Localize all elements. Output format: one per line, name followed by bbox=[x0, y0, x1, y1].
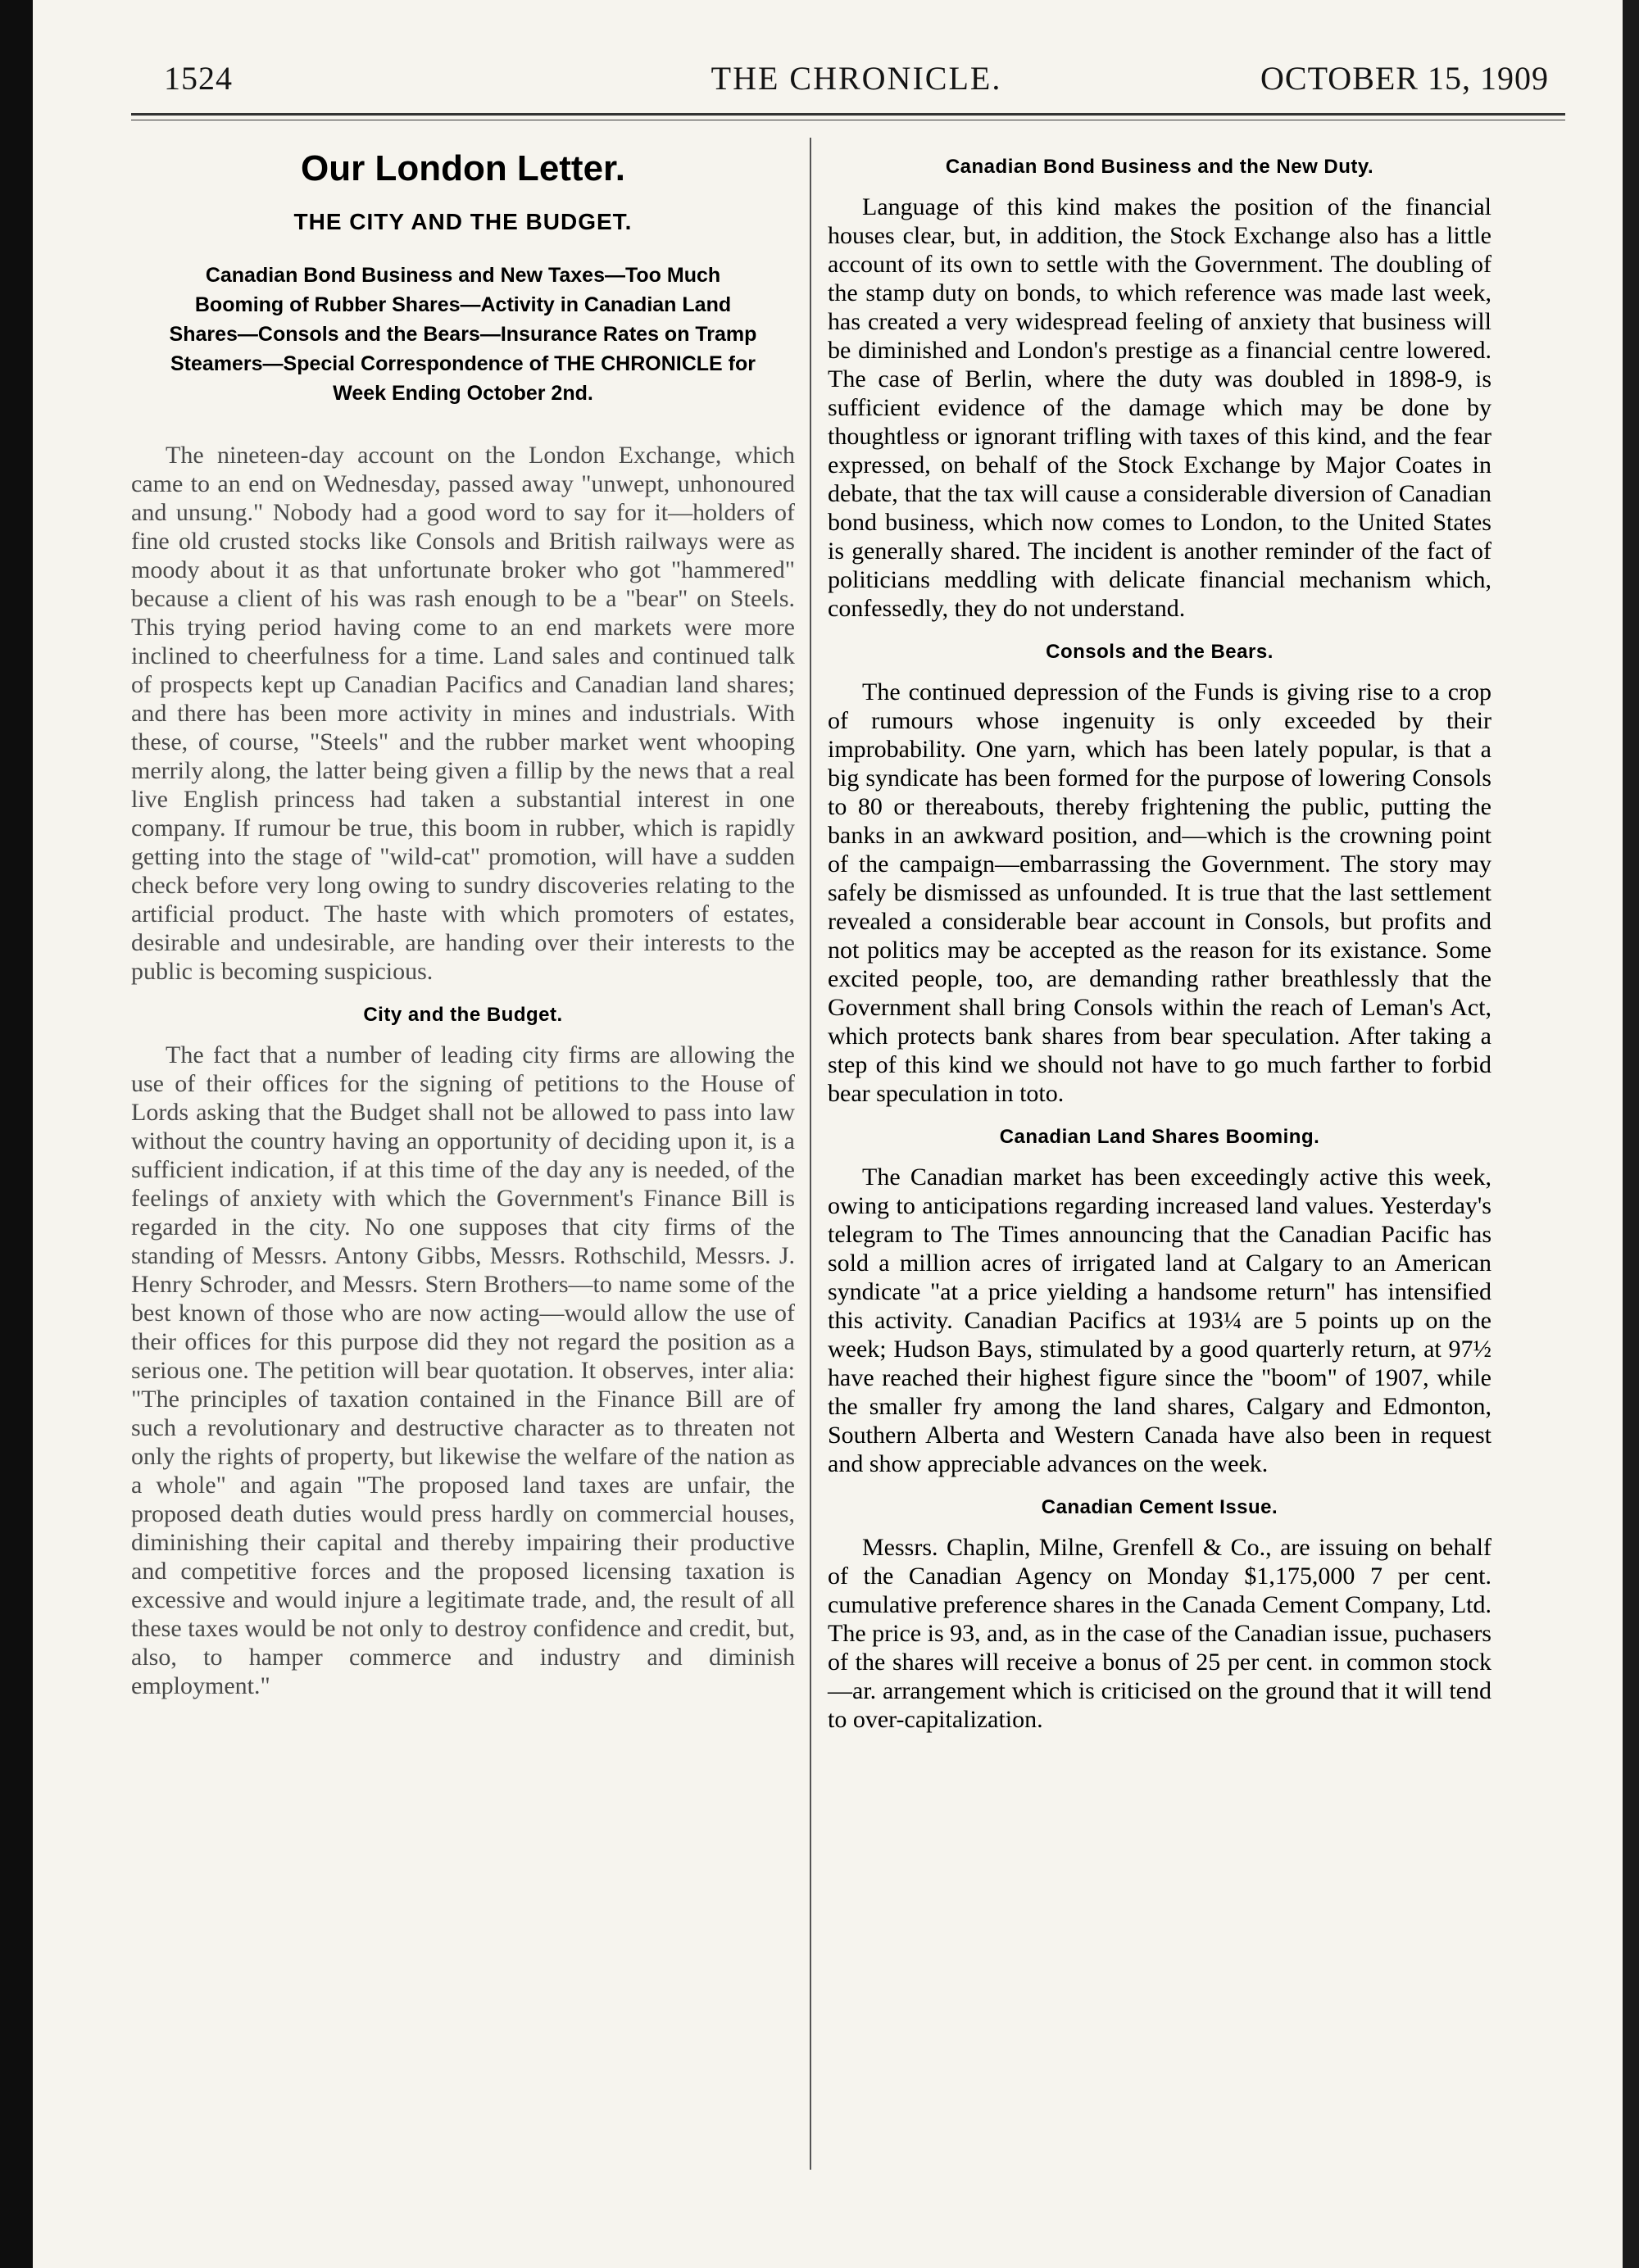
land-paragraph: The Canadian market has been exceedingly active this week, owing to anticipations regarding increased land values. Yesterday's telegram to The Times announcing that the Canadian Pacific has sold a million acres of irrigated land at Calgary to an American syndicate "at a price yielding a handsome return" has intensified this activity. Canadian Pacifics at 193¼ are 5 points up on the week; Hudson Bays, stimulated by a good quarterly return, at 97½ have reached their highest figure since the "boom" of 1907, while the smaller fry among the land shares, Calgary and Edmonton, Southern Alberta and Western Canada have also been in request and show appreciable advances on the week. bbox=[828, 1163, 1491, 1477]
header-rule bbox=[131, 113, 1565, 116]
section-heading-land: Canadian Land Shares Booming. bbox=[999, 1126, 1320, 1148]
publication-title: THE CHRONICLE. bbox=[711, 60, 1002, 97]
scan-edge bbox=[0, 0, 33, 2268]
right-column bbox=[828, 138, 1491, 1744]
cement-paragraph: Messrs. Chaplin, Milne, Grenfell & Co., are issuing on behalf of the Canadian Agency on Monday $1,175,000 7 per cent. cumulative preference shares in the Canada Cement Company, Ltd. The price is 93, and, as in the case of the Canadian issue, puchasers of the shares will receive a bonus of 25 per cent. in common stock—ar. arrangement which is criticised on the ground that it will tend to over-capitalization. bbox=[828, 1534, 1491, 1733]
intro-paragraph: The nineteen-day account on the London Exchange, which came to an end on Wednesday, passed away "unwept, unhonoured and unsung." Nobody had a good word to say for it—holders of fine old crusted stocks like Consols and British railways were as moody about it as that unfortunate broker who got "hammered" because a client of his was rash enough to be a "bear" on Steels. This trying period having come to an end markets were more inclined to cheerfulness for a time. Land sales and continued talk of prospects kept up Canadian Pacifics and Canadian land shares; and there has been more activity in mines and industrials. With these, of course, "Steels" and the rubber market went whooping merrily along, the latter being given a fillip by the news that a real live English princess had taken a substantial interest in one company. If rumour be true, this boom in rubber, which is rapidly getting into the stage of "wild-cat" promotion, will have a sudden check before very long owing to sundry discoveries relating to the artificial product. The haste with which promoters of estates, desirable and undesirable, are handing over their interests to the public is becoming suspicious. bbox=[131, 442, 795, 985]
left-column bbox=[131, 138, 795, 1710]
article-subtitle: THE CITY AND THE BUDGET. bbox=[293, 209, 633, 234]
article-summary: Canadian Bond Business and New Taxes—Too Much Booming of Rubber Shares—Activity in Canadian Land Shares—Consols and the Bears—Insurance Rates on Tramp Steamers—Special Correspondence of THE CHRONICLE for Week Ending October 2nd. bbox=[169, 264, 757, 405]
article-title: Our London Letter. bbox=[301, 148, 625, 188]
bond-paragraph: Language of this kind makes the position of the financial houses clear, but, in addition, the Stock Exchange also has a little account of its own to settle with the Government. The doubling of the stamp duty on bonds, to which reference was made last week, has created a very widespread feeling of anxiety that business will be diminished and London's prestige as a financial centre lowered. The case of Berlin, where the duty was doubled in 1898-9, is sufficient evidence of the damage which may be done by thoughtless or ignorant trifling with taxes of this kind, and the fear expressed, on behalf of the Stock Exchange by Major Coates in debate, that the tax will cause a considerable diversion of Canadian bond business, which now comes to London, to the United States is generally shared. The incident is another reminder of the fact of politicians meddling with delicate financial mechanism which, confessedly, they do not understand. bbox=[828, 193, 1491, 622]
section-heading-budget: City and the Budget. bbox=[363, 1004, 563, 1026]
budget-paragraph: The fact that a number of leading city firms are allowing the use of their offices for the signing of petitions to the House of Lords asking that the Budget shall not be allowed to pass into law without the country having an opportunity of deciding upon it, is a sufficient indication, if at this time of the day any is needed, of the feelings of anxiety with which the Government's Finance Bill is regarded in the city. No one supposes that city firms of the standing of Messrs. Antony Gibbs, Messrs. Rothschild, Messrs. J. Henry Schroder, and Messrs. Stern Brothers—to name some of the best known of those who are now acting—would allow the use of their offices for this purpose did they not regard the position as a serious one. The petition will bear quotation. It observes, inter alia: "The principles of taxation contained in the Finance Bill are of such a revolutionary and destructive character as to threaten not only the rights of property, but likewise the welfare of the nation as a whole" and again "The proposed land taxes are unfair, the proposed death duties would press hardly on commercial houses, diminishing their capital and thereby impairing their productive and competitive forces and the proposed licensing taxation is excessive and would injure a legitimate trade, and, the result of all these taxes would be not only to destroy confidence and credit, but, also, to hamper commerce and industry and diminish employment." bbox=[131, 1041, 795, 1699]
consols-paragraph: The continued depression of the Funds is giving rise to a crop of rumours whose ingenuity is only exceeded by their improbability. One yarn, which has been lately popular, is that a big syndicate has been formed for the purpose of lowering Consols to 80 or thereabouts, thereby frightening the public, putting the banks in an awkward position, and—which is the crowning point of the campaign—embarrassing the Government. The story may safely be dismissed as unfounded. It is true that the last settlement revealed a considerable bear account in Consols, but profits and not politics may be accepted as the reason for its existance. Some excited people, too, are demanding rather breathlessly that the Government shall bring Consols within the reach of Leman's Act, which protects bank shares from bear speculation. After taking a step of this kind we should not have to go much farther to forbid bear speculation in toto. bbox=[828, 678, 1491, 1107]
section-heading-consols: Consols and the Bears. bbox=[1046, 641, 1274, 663]
page-number: 1524 bbox=[164, 60, 233, 97]
issue-date: OCTOBER 15, 1909 bbox=[1260, 60, 1549, 97]
masthead bbox=[164, 59, 1549, 108]
section-heading-bond: Canadian Bond Business and the New Duty. bbox=[945, 156, 1374, 178]
section-heading-cement: Canadian Cement Issue. bbox=[1041, 1496, 1278, 1518]
column-divider bbox=[810, 138, 811, 2170]
